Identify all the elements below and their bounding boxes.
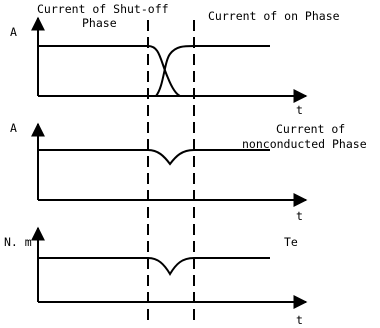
top-y-axis-label: A xyxy=(10,25,17,39)
shutoff-phase-label-line1: Current of Shut-off xyxy=(37,2,169,16)
shutoff-phase-current-curve xyxy=(38,46,180,96)
middle-panel-nonconducted-current xyxy=(10,121,367,223)
middle-x-axis-label: t xyxy=(296,209,303,223)
nonconducted-label-line1: Current of xyxy=(276,122,346,136)
shutoff-phase-label-line2: Phase xyxy=(82,16,117,30)
bottom-y-axis-label: N. m xyxy=(4,235,32,249)
top-x-axis-label: t xyxy=(296,103,303,117)
bottom-panel-torque xyxy=(4,228,306,327)
on-phase-label: Current of on Phase xyxy=(208,9,340,23)
nonconducted-phase-current-curve xyxy=(38,150,270,164)
bottom-x-axis-label: t xyxy=(296,313,303,327)
middle-y-axis-label: A xyxy=(10,121,17,135)
top-panel-phase-currents xyxy=(10,2,340,117)
nonconducted-label-line2: nonconducted Phase xyxy=(242,137,367,151)
torque-te-curve xyxy=(38,258,270,274)
torque-te-label: Te xyxy=(284,235,298,249)
